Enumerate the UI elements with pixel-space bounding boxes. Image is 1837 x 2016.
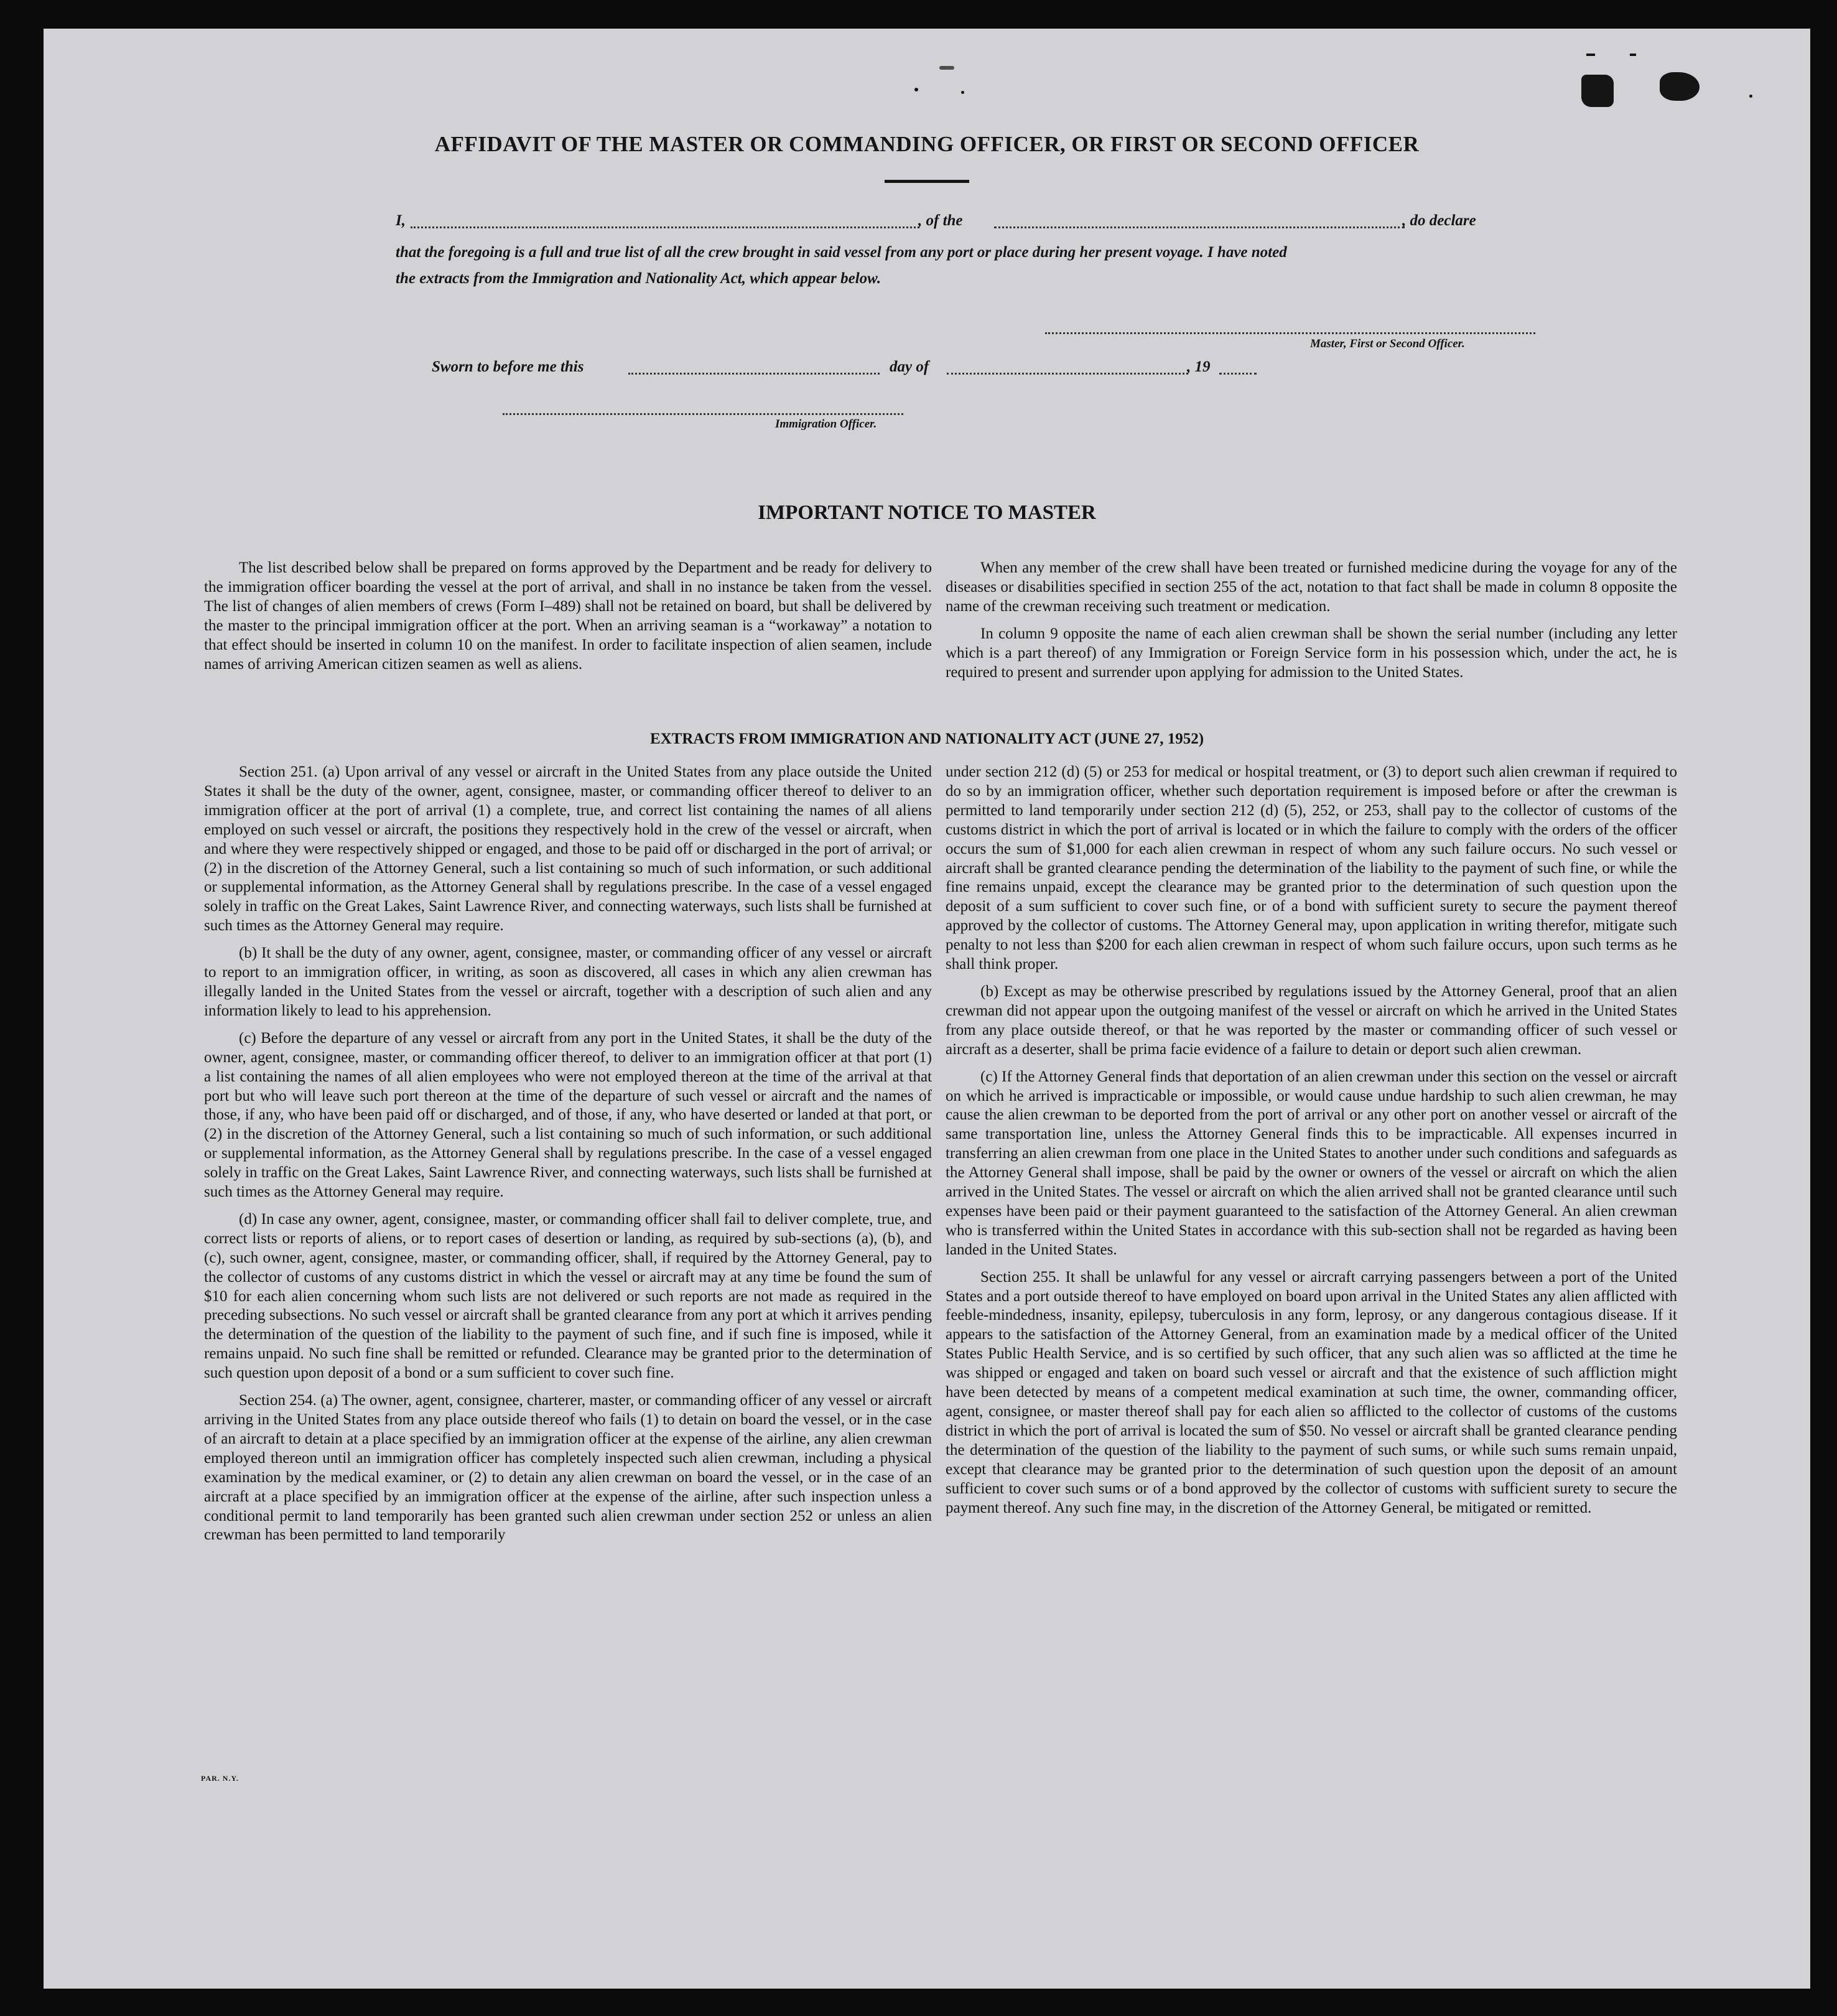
extract-paragraph: under section 212 (d) (5) or 253 for medical or hospital treatment, or (3) to deport such alien crewman if required to do so by an immigration officer, whether such deportation requirement is imposed before or after the crewman is permitted to land temporarily under section 212 (d) (5), 252, or 253, shall pay to the collector of customs of the customs district in which the port of arrival is located or in which the failure to comply with the orders of the officer occurs the sum of $1,000 for each alien crewman in respect of whom any such failure occurs. No such vessel or aircraft shall be granted clearance pending the determination of the liability to the payment of such fine, or while the fine remains unpaid, except the clearance may be granted prior to the determination of such question upon the deposit of a sum sufficient to cover such fine, or of a bond with sufficient surety to secure the payment thereof approved by the collector of customs. The Attorney General may, upon application in writing therefor, mitigate such penalty to not less than $200 for each alien crewman in respect of whom such failure occurs, upon such terms as he shall think proper. bbox=[946, 763, 1677, 973]
notice-paragraph: In column 9 opposite the name of each alien crewman shall be shown the serial number (including any letter which is a part thereof) of any Immigration or Foreign Service form in his possession which, under the act, he is required to present and surrender upon applying for admission to the United States. bbox=[946, 625, 1677, 681]
ink-speck bbox=[1630, 54, 1636, 56]
extract-paragraph: Section 254. (a) The owner, agent, consignee, charterer, master, or commanding officer of any vessel or aircraft arriving in the United States from any place outside thereof who fails (1) to detain on board the vessel, or in the case of an aircraft to detain at a place specified by an immigration officer at the expense of the airline, any alien crewman employed thereon until an immigration officer has completely inspected such alien crewman, including a physical examination by the medical examiner, or (2) to detain any alien crewman on board the vessel, or in the case of an aircraft at a place specified by an immigration officer at the expense of the airline, after such inspection unless a conditional permit to land temporarily has been granted such alien crewman under section 252 or unless an alien crewman has been permitted to land temporarily bbox=[204, 1392, 932, 1544]
officer-signature-label: Immigration Officer. bbox=[775, 418, 877, 431]
title-rule bbox=[885, 180, 969, 183]
extract-paragraph: (c) If the Attorney General finds that deportation of an alien crewman under this section on the vessel or aircraft on which he arrived is impracticable or impossible, or would cause undue hardship to such alien crewman, he may cause the alien crewman to be deported from the port of arrival or any other port on another vessel or aircraft of the same transportation line, unless the Attorney General finds this to be impracticable. All expenses incurred in transferring an alien crewman from one place in the United States to another under such conditions and safeguards as the Attorney General shall impose, shall be paid by the owner or owners of the vessel or aircraft on which the alien arrived in the United States. The vessel or aircraft on which the alien arrived shall not be granted clearance until such expenses have been paid or their payment guaranteed to the satisfaction of the Attorney General. An alien crewman who is transferred within the United States in accordance with this sub-section shall not be regarded as having been landed in the United States. bbox=[946, 1068, 1677, 1258]
notice-paragraph: The list described below shall be prepared on forms approved by the Department and be ready for delivery to the immigration officer boarding the vessel at the port of arrival, and shall in no instance be taken from the vessel. The list of changes of alien members of crews (Form I–489) shall not be retained on board, but shall be delivered by the master to the principal immigration officer at the port. When an arriving seaman is a “workaway” a notation to that effect should be inserted in column 10 on the manifest. In order to facilitate inspection of alien seamen, include names of arriving American citizen seamen as well as aliens. bbox=[204, 559, 932, 673]
ink-speck bbox=[1586, 54, 1595, 56]
ink-speck bbox=[914, 88, 918, 91]
extract-paragraph: (b) Except as may be otherwise prescribed by regulations issued by the Attorney General, proof that an alien crewman did not appear upon the outgoing manifest of the vessel or aircraft on which he arrived in the United States from any place outside thereof, or that he was reported by the master or commanding officer of such vessel or aircraft as a deserter, shall be prima facie evidence of a failure to detain or deport such alien crewman. bbox=[946, 982, 1677, 1058]
extract-paragraph: (d) In case any owner, agent, consignee, master, or commanding officer shall fail to deliver complete, true, and correct lists or reports of aliens, or to report cases of desertion or landing, as required by sub-sections (a), (b), and (c), such owner, agent, consignee, master, or commanding officer, shall, if required by the Attorney General, pay to the collector of customs of any customs district in which the vessel or aircraft may at any time be found the sum of $10 for each alien concerning whom such lists are not delivered or such reports are not made as required in the preceding subsections. No such vessel or aircraft shall be granted clearance from any port at which it arrives pending the determination of the question of the liability to the payment of such fine, and if such fine is imposed, while it remains unpaid. No such fine shall be remitted or refunded. Clearance may be granted prior to the determination of such question upon deposit of a bond or a sum sufficient to cover such fine. bbox=[204, 1210, 932, 1382]
sworn-prefix: Sworn to before me this bbox=[432, 358, 584, 375]
extracts-left-column bbox=[204, 763, 932, 1553]
declaration-line-3: the extracts from the Immigration and Nationality Act, which appear below. bbox=[396, 270, 881, 287]
ink-speck bbox=[939, 66, 954, 70]
form-page bbox=[44, 29, 1810, 1989]
extract-paragraph: Section 251. (a) Upon arrival of any vessel or aircraft in the United States from any place outside the United States it shall be the duty of the owner, agent, consignee, master, or commanding officer thereof to deliver to an immigration officer at the port of arrival (1) a complete, true, and correct list containing the names of all aliens employed on such vessel or aircraft, the positions they respectively hold in the crew of the vessel or aircraft, when and where they were respectively shipped or engaged, and those to be paid off or discharged in the port of arrival; or (2) in the discretion of the Attorney General, such a list containing so much of such information, or such additional or supplemental information, as the Attorney General shall by regulations prescribe. In the case of a vessel engaged solely in traffic on the Great Lakes, Saint Lawrence River, and connecting waterways, such lists shall be furnished at such times as the Attorney General may require. bbox=[204, 763, 932, 935]
declaration-of-the: , of the bbox=[918, 212, 963, 229]
sworn-day-blank bbox=[628, 373, 880, 375]
ink-blot bbox=[1660, 72, 1700, 101]
extract-paragraph: (c) Before the departure of any vessel or aircraft from any port in the United States, it shall be the duty of the owner, agent, consignee, master, or commanding officer thereof, to deliver to an immigration officer at that port (1) a list containing the names of all alien employees who were not employed thereon at the time of the arrival at that port but who will leave such port thereon at the time of the departure of such vessel or aircraft and the names of those, if any, who have been paid off or discharged, and of those, if any, who have deserted or landed at that port, or (2) in the discretion of the Attorney General, such a list containing so much of such information, or such additional or supplemental information, as the Attorney General shall by regulations prescribe. In the case of a vessel engaged solely in traffic on the Great Lakes, Saint Lawrence River, and connecting waterways, such lists shall be furnished at such times as the Attorney General may require. bbox=[204, 1029, 932, 1201]
sworn-year-blank bbox=[1219, 373, 1257, 375]
officer-signature-line bbox=[503, 413, 903, 415]
affidavit-title: AFFIDAVIT OF THE MASTER OR COMMANDING OFFICER, OR FIRST OR SECOND OFFICER bbox=[434, 132, 1420, 156]
extracts-title: EXTRACTS FROM IMMIGRATION AND NATIONALITY ACT (JUNE 27, 1952) bbox=[649, 730, 1204, 747]
extracts-right-column bbox=[946, 763, 1677, 1526]
master-signature-label: Master, First or Second Officer. bbox=[1310, 337, 1465, 350]
ink-speck bbox=[961, 91, 964, 94]
sworn-month-blank bbox=[947, 373, 1188, 375]
declaration-i: I, bbox=[396, 212, 406, 229]
declaration-do-declare: , do declare bbox=[1402, 212, 1476, 229]
extract-paragraph: (b) It shall be the duty of any owner, agent, consignee, master, or commanding officer of any vessel or aircraft to report to an immigration officer, in writing, as soon as discovered, all cases in which any alien crewman has illegally landed in the United States from the vessel or aircraft, together with a description of such alien and any information likely to lead to his apprehension. bbox=[204, 945, 932, 1019]
printer-mark: PAR. N.Y. bbox=[201, 1774, 240, 1783]
sworn-day-of: day of bbox=[890, 358, 929, 375]
sworn-year: , 19 bbox=[1187, 358, 1211, 375]
notice-paragraph: When any member of the crew shall have been treated or furnished medicine during the voyage for any of the diseases or disabilities specified in section 255 of the act, notation to that fact shall be made in column 8 opposite the name of the crewman receiving such treatment or medication. bbox=[946, 559, 1677, 615]
master-signature-line bbox=[1045, 332, 1535, 334]
notice-right-column bbox=[946, 559, 1677, 690]
vessel-blank bbox=[994, 226, 1405, 228]
notice-left-column bbox=[204, 559, 932, 682]
extract-paragraph: Section 255. It shall be unlawful for any vessel or aircraft carrying passengers between a port of the United States and a port outside thereof to have employed on board upon arrival in the United States any alien afflicted with feeble-mindedness, insanity, epilepsy, tuberculosis in any form, leprosy, or any dangerous contagious disease. If it appears to the satisfaction of the Attorney General, from an examination made by a medical officer of the United States Public Health Service, and is so certified by such officer, that any such alien was so afflicted at the time he was shipped or engaged and taken on board such vessel or aircraft and that the existence of such affliction might have been detected by means of a competent medical examination at such time, the owner, commanding officer, agent, consignee, or master thereof shall pay for each alien so afflicted to the collector of customs of the customs district in which the port of arrival is located the sum of $50. No vessel or aircraft shall be granted clearance pending the determination of the question of the liability to the payment of such sums, or while such sums remain unpaid, except that clearance may be granted prior to the determination of such question upon the deposit of an amount sufficient to cover such sums or of a bond approved by the collector of customs with sufficient surety to secure the payment thereof. Any such fine may, in the discretion of the Attorney General, be mitigated or remitted. bbox=[946, 1268, 1677, 1516]
ink-blot bbox=[1581, 75, 1614, 107]
ink-speck bbox=[1749, 95, 1752, 98]
declaration-line-2: that the foregoing is a full and true list of all the crew brought in said vessel from any port or place during her present voyage. I have noted bbox=[396, 244, 1287, 261]
name-blank bbox=[411, 226, 919, 228]
notice-title: IMPORTANT NOTICE TO MASTER bbox=[758, 502, 1096, 524]
